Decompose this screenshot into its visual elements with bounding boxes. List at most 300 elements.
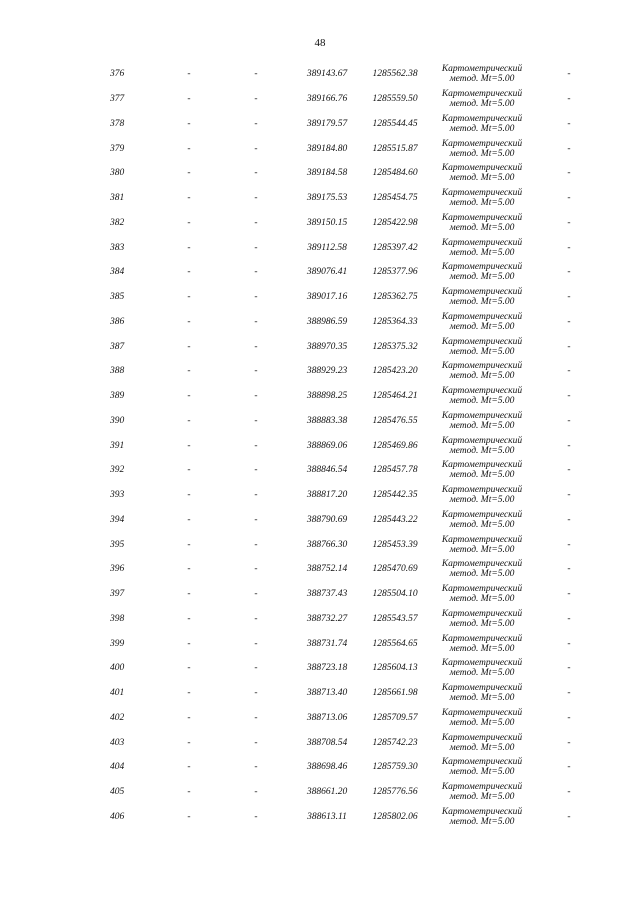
method-cell	[432, 62, 532, 87]
table-row	[0, 359, 640, 384]
method-line-2: метод. Mt=5.00	[449, 792, 515, 803]
empty-value-1: -	[187, 811, 191, 822]
method-cell	[432, 656, 532, 681]
empty-value-1: -	[187, 242, 191, 253]
table-row	[0, 483, 640, 508]
method-cell	[432, 334, 532, 359]
empty-value-1: -	[187, 391, 191, 402]
empty-value-1: -	[187, 712, 191, 723]
empty-value-1: -	[187, 564, 191, 575]
method-line-1: Картометрический	[441, 509, 523, 520]
point-number: 398	[110, 613, 125, 624]
empty-value-1: -	[187, 663, 191, 674]
empty-value-3: -	[567, 688, 571, 699]
coordinate-x: 389112.58	[307, 242, 347, 253]
empty-value-3: -	[567, 589, 571, 600]
coordinate-x: 388723.18	[306, 663, 348, 674]
method-line-1: Картометрический	[441, 658, 523, 669]
method-cell	[432, 161, 532, 186]
coordinate-x: 388752.14	[306, 564, 348, 575]
coordinate-x: 388708.54	[306, 737, 348, 748]
method-line-1: Картометрический	[441, 460, 523, 471]
method-line-1: Картометрический	[441, 732, 523, 743]
empty-value-3: -	[567, 737, 571, 748]
empty-value-1: -	[187, 762, 191, 773]
empty-value-2: -	[254, 712, 258, 723]
point-number: 379	[110, 143, 125, 154]
empty-value-1: -	[187, 292, 191, 303]
method-line-2: метод. Mt=5.00	[449, 396, 515, 407]
method-cell	[432, 557, 532, 582]
coordinate-y: 1285464.21	[372, 391, 418, 402]
method-cell	[432, 235, 532, 260]
table-row	[0, 681, 640, 706]
empty-value-2: -	[254, 118, 258, 129]
empty-value-2: -	[254, 415, 258, 426]
empty-value-2: -	[254, 316, 258, 327]
method-line-1: Картометрический	[441, 386, 523, 397]
coordinate-y: 1285442.35	[372, 490, 418, 501]
coordinate-x: 388869.06	[306, 440, 348, 451]
method-line-2: метод. Mt=5.00	[449, 470, 515, 481]
empty-value-1: -	[187, 316, 191, 327]
method-cell	[432, 186, 532, 211]
method-line-1: Картометрический	[441, 707, 523, 718]
method-line-2: метод. Mt=5.00	[449, 445, 515, 456]
method-cell	[432, 755, 532, 780]
empty-value-2: -	[254, 465, 258, 476]
table-row	[0, 730, 640, 755]
method-line-1: Картометрический	[441, 361, 523, 372]
empty-value-3: -	[567, 514, 571, 525]
empty-value-3: -	[567, 762, 571, 773]
empty-value-1: -	[187, 638, 191, 649]
coordinate-y: 1285604.13	[372, 663, 418, 674]
method-line-2: метод. Mt=5.00	[449, 742, 515, 753]
empty-value-1: -	[187, 589, 191, 600]
empty-value-2: -	[254, 242, 258, 253]
point-number: 381	[110, 193, 125, 204]
coordinate-x: 388817.20	[306, 490, 348, 501]
method-cell	[432, 384, 532, 409]
method-line-2: метод. Mt=5.00	[449, 148, 515, 159]
point-number: 397	[110, 589, 125, 600]
method-line-2: метод. Mt=5.00	[449, 544, 515, 555]
empty-value-2: -	[254, 663, 258, 674]
empty-value-2: -	[254, 811, 258, 822]
method-line-1: Картометрический	[441, 410, 523, 421]
empty-value-3: -	[567, 440, 571, 451]
table-row	[0, 87, 640, 112]
coordinate-y: 1285422.98	[372, 217, 418, 228]
empty-value-3: -	[567, 613, 571, 624]
method-cell	[432, 433, 532, 458]
method-line-2: метод. Mt=5.00	[449, 767, 515, 778]
coordinate-x: 389143.67	[306, 69, 348, 80]
table-row	[0, 656, 640, 681]
empty-value-3: -	[567, 69, 571, 80]
method-line-2: метод. Mt=5.00	[449, 420, 515, 431]
method-line-2: метод. Mt=5.00	[449, 594, 515, 605]
table-row	[0, 384, 640, 409]
point-number: 391	[110, 440, 125, 451]
method-line-1: Картометрический	[441, 683, 523, 694]
point-number: 404	[110, 762, 125, 773]
coordinate-y: 1285562.38	[372, 69, 418, 80]
point-number: 394	[110, 514, 125, 525]
empty-value-3: -	[567, 465, 571, 476]
method-line-1: Картометрический	[441, 534, 523, 545]
method-line-1: Картометрический	[441, 138, 523, 149]
method-cell	[432, 458, 532, 483]
method-line-1: Картометрический	[441, 336, 523, 347]
method-cell	[432, 631, 532, 656]
coordinate-y: 1285759.30	[372, 762, 418, 773]
method-line-2: метод. Mt=5.00	[449, 247, 515, 258]
coordinate-x: 388970.35	[306, 341, 348, 352]
method-cell	[432, 87, 532, 112]
table-row	[0, 607, 640, 632]
point-number: 383	[110, 242, 125, 253]
method-line-2: метод. Mt=5.00	[449, 643, 515, 654]
point-number: 400	[110, 663, 125, 674]
empty-value-3: -	[567, 143, 571, 154]
empty-value-2: -	[254, 341, 258, 352]
coordinate-y: 1285443.22	[372, 514, 418, 525]
table-row	[0, 112, 640, 137]
empty-value-1: -	[187, 514, 191, 525]
coordinate-x: 388713.06	[306, 712, 348, 723]
method-cell	[432, 359, 532, 384]
method-line-2: метод. Mt=5.00	[449, 569, 515, 580]
empty-value-2: -	[254, 514, 258, 525]
empty-value-2: -	[254, 688, 258, 699]
table-row	[0, 260, 640, 285]
table-row	[0, 186, 640, 211]
empty-value-3: -	[567, 415, 571, 426]
empty-value-1: -	[187, 613, 191, 624]
empty-value-3: -	[567, 292, 571, 303]
method-cell	[432, 730, 532, 755]
empty-value-1: -	[187, 118, 191, 129]
coordinate-x: 388661.20	[306, 787, 348, 798]
coordinate-y: 1285543.57	[372, 613, 418, 624]
method-line-1: Картометрический	[441, 559, 523, 570]
coordinate-x: 388698.46	[306, 762, 348, 773]
coordinate-y: 1285470.69	[372, 564, 418, 575]
table-row	[0, 755, 640, 780]
empty-value-2: -	[254, 787, 258, 798]
empty-value-1: -	[187, 267, 191, 278]
empty-value-2: -	[254, 143, 258, 154]
table-row	[0, 631, 640, 656]
coordinate-y: 1285559.50	[372, 94, 418, 105]
coordinate-x: 389076.41	[306, 267, 348, 278]
coordinate-y: 1285375.32	[372, 341, 418, 352]
method-line-1: Картометрический	[441, 782, 523, 793]
empty-value-3: -	[567, 217, 571, 228]
table-row	[0, 136, 640, 161]
method-line-2: метод. Mt=5.00	[449, 668, 515, 679]
coordinate-x: 388883.38	[306, 415, 348, 426]
coordinate-x: 388929.23	[306, 366, 348, 377]
method-line-2: метод. Mt=5.00	[449, 371, 515, 382]
point-number: 382	[110, 217, 125, 228]
method-cell	[432, 260, 532, 285]
coordinate-x: 388846.54	[306, 465, 348, 476]
coordinate-y: 1285504.10	[372, 589, 418, 600]
empty-value-2: -	[254, 490, 258, 501]
empty-value-3: -	[567, 118, 571, 129]
empty-value-1: -	[187, 193, 191, 204]
coordinate-y: 1285454.75	[372, 193, 418, 204]
point-number: 388	[110, 366, 125, 377]
method-line-1: Картометрический	[441, 212, 523, 223]
empty-value-1: -	[187, 168, 191, 179]
coordinate-y: 1285742.23	[372, 737, 418, 748]
method-line-2: метод. Mt=5.00	[449, 495, 515, 506]
method-line-2: метод. Mt=5.00	[449, 74, 515, 85]
coordinate-x: 389184.80	[306, 143, 348, 154]
coordinate-x: 388766.30	[306, 539, 348, 550]
empty-value-3: -	[567, 193, 571, 204]
method-cell	[432, 136, 532, 161]
method-cell	[432, 780, 532, 805]
method-cell	[432, 285, 532, 310]
method-line-2: метод. Mt=5.00	[449, 618, 515, 629]
table-row	[0, 805, 640, 830]
coordinate-y: 1285802.06	[372, 811, 418, 822]
empty-value-3: -	[567, 366, 571, 377]
point-number: 386	[110, 316, 125, 327]
empty-value-2: -	[254, 366, 258, 377]
point-number: 389	[110, 391, 125, 402]
coordinate-y: 1285484.60	[372, 168, 418, 179]
coordinate-x: 388790.69	[306, 514, 348, 525]
coordinate-y: 1285423.20	[372, 366, 418, 377]
point-number: 405	[110, 787, 125, 798]
coordinate-x: 389017.16	[306, 292, 348, 303]
point-number: 390	[110, 415, 125, 426]
coordinate-x: 389184.58	[306, 168, 348, 179]
empty-value-3: -	[567, 638, 571, 649]
method-line-1: Картометрический	[441, 806, 523, 817]
method-line-2: метод. Mt=5.00	[449, 99, 515, 110]
coordinate-x: 388986.59	[306, 316, 348, 327]
coordinate-x: 388713.40	[306, 688, 348, 699]
empty-value-1: -	[187, 539, 191, 550]
empty-value-1: -	[187, 94, 191, 105]
method-cell	[432, 409, 532, 434]
method-cell	[432, 310, 532, 335]
empty-value-3: -	[567, 242, 571, 253]
empty-value-3: -	[567, 787, 571, 798]
method-line-2: метод. Mt=5.00	[449, 717, 515, 728]
method-line-1: Картометрический	[441, 584, 523, 595]
method-line-1: Картометрический	[441, 262, 523, 273]
point-number: 395	[110, 539, 125, 550]
table-row	[0, 458, 640, 483]
method-line-1: Картометрический	[441, 113, 523, 124]
page-number: 48	[314, 37, 326, 49]
empty-value-3: -	[567, 663, 571, 674]
method-cell	[432, 532, 532, 557]
method-line-2: метод. Mt=5.00	[449, 693, 515, 704]
method-line-2: метод. Mt=5.00	[449, 173, 515, 184]
method-line-2: метод. Mt=5.00	[449, 519, 515, 530]
method-cell	[432, 211, 532, 236]
empty-value-2: -	[254, 638, 258, 649]
empty-value-1: -	[187, 366, 191, 377]
method-cell	[432, 607, 532, 632]
empty-value-2: -	[254, 217, 258, 228]
table-row	[0, 532, 640, 557]
table-row	[0, 285, 640, 310]
coordinate-y: 1285397.42	[372, 242, 418, 253]
coordinate-y: 1285544.45	[372, 118, 418, 129]
coordinate-x: 389166.76	[306, 94, 348, 105]
table-row	[0, 582, 640, 607]
coordinates-table	[0, 62, 640, 829]
point-number: 376	[110, 69, 125, 80]
table-row	[0, 433, 640, 458]
empty-value-1: -	[187, 688, 191, 699]
empty-value-3: -	[567, 341, 571, 352]
method-line-2: метод. Mt=5.00	[449, 272, 515, 283]
coordinate-y: 1285377.96	[372, 267, 418, 278]
method-line-1: Картометрический	[441, 485, 523, 496]
method-cell	[432, 508, 532, 533]
point-number: 402	[110, 712, 125, 723]
point-number: 385	[110, 292, 125, 303]
method-line-2: метод. Mt=5.00	[449, 346, 515, 357]
empty-value-2: -	[254, 589, 258, 600]
point-number: 377	[110, 94, 125, 105]
coordinate-y: 1285469.86	[372, 440, 418, 451]
point-number: 401	[110, 688, 125, 699]
method-cell	[432, 112, 532, 137]
method-cell	[432, 582, 532, 607]
coordinate-x: 388613.11	[307, 811, 347, 822]
point-number: 399	[110, 638, 125, 649]
method-cell	[432, 483, 532, 508]
coordinate-y: 1285457.78	[372, 465, 418, 476]
table-row	[0, 161, 640, 186]
coordinate-x: 388731.74	[306, 638, 348, 649]
coordinate-x: 388732.27	[306, 613, 348, 624]
empty-value-1: -	[187, 217, 191, 228]
empty-value-2: -	[254, 564, 258, 575]
empty-value-3: -	[567, 490, 571, 501]
method-cell	[432, 681, 532, 706]
point-number: 392	[110, 465, 125, 476]
empty-value-2: -	[254, 168, 258, 179]
table-row	[0, 409, 640, 434]
method-line-2: метод. Mt=5.00	[449, 297, 515, 308]
method-cell	[432, 706, 532, 731]
empty-value-1: -	[187, 737, 191, 748]
empty-value-2: -	[254, 69, 258, 80]
method-line-1: Картометрический	[441, 608, 523, 619]
empty-value-3: -	[567, 539, 571, 550]
coordinate-y: 1285476.55	[372, 415, 418, 426]
empty-value-2: -	[254, 613, 258, 624]
table-row	[0, 334, 640, 359]
empty-value-1: -	[187, 69, 191, 80]
method-line-1: Картометрический	[441, 311, 523, 322]
empty-value-2: -	[254, 94, 258, 105]
method-cell	[432, 805, 532, 830]
empty-value-1: -	[187, 465, 191, 476]
coordinate-x: 389175.53	[306, 193, 348, 204]
empty-value-2: -	[254, 391, 258, 402]
method-line-1: Картометрический	[441, 435, 523, 446]
method-line-2: метод. Mt=5.00	[449, 123, 515, 134]
table-row	[0, 211, 640, 236]
empty-value-3: -	[567, 267, 571, 278]
coordinate-y: 1285776.56	[372, 787, 418, 798]
point-number: 396	[110, 564, 125, 575]
empty-value-3: -	[567, 94, 571, 105]
coordinate-y: 1285515.87	[372, 143, 418, 154]
empty-value-1: -	[187, 490, 191, 501]
method-line-1: Картометрический	[441, 89, 523, 100]
method-line-2: метод. Mt=5.00	[449, 321, 515, 332]
table-row	[0, 508, 640, 533]
table-row	[0, 62, 640, 87]
method-line-1: Картометрический	[441, 237, 523, 248]
method-line-1: Картометрический	[441, 64, 523, 75]
method-line-1: Картометрический	[441, 757, 523, 768]
method-line-1: Картометрический	[441, 163, 523, 174]
coordinate-y: 1285364.33	[372, 316, 418, 327]
point-number: 378	[110, 118, 125, 129]
empty-value-3: -	[567, 564, 571, 575]
empty-value-2: -	[254, 292, 258, 303]
empty-value-3: -	[567, 712, 571, 723]
empty-value-1: -	[187, 143, 191, 154]
method-line-2: метод. Mt=5.00	[449, 198, 515, 209]
method-line-2: метод. Mt=5.00	[449, 816, 515, 827]
empty-value-3: -	[567, 168, 571, 179]
coordinate-y: 1285709.57	[372, 712, 418, 723]
empty-value-2: -	[254, 440, 258, 451]
table-row	[0, 310, 640, 335]
table-row	[0, 706, 640, 731]
coordinate-y: 1285661.98	[372, 688, 418, 699]
coordinate-x: 389179.57	[306, 118, 348, 129]
empty-value-3: -	[567, 391, 571, 402]
point-number: 393	[110, 490, 125, 501]
table-row	[0, 557, 640, 582]
point-number: 380	[110, 168, 125, 179]
point-number: 384	[110, 267, 125, 278]
empty-value-3: -	[567, 316, 571, 327]
point-number: 406	[110, 811, 125, 822]
coordinate-x: 388898.25	[306, 391, 348, 402]
coordinate-x: 388737.43	[306, 589, 348, 600]
empty-value-2: -	[254, 737, 258, 748]
empty-value-1: -	[187, 787, 191, 798]
empty-value-2: -	[254, 762, 258, 773]
coordinate-x: 389150.15	[306, 217, 348, 228]
empty-value-1: -	[187, 440, 191, 451]
coordinate-y: 1285564.65	[372, 638, 418, 649]
empty-value-1: -	[187, 341, 191, 352]
table-row	[0, 780, 640, 805]
point-number: 387	[110, 341, 125, 352]
table-row	[0, 235, 640, 260]
